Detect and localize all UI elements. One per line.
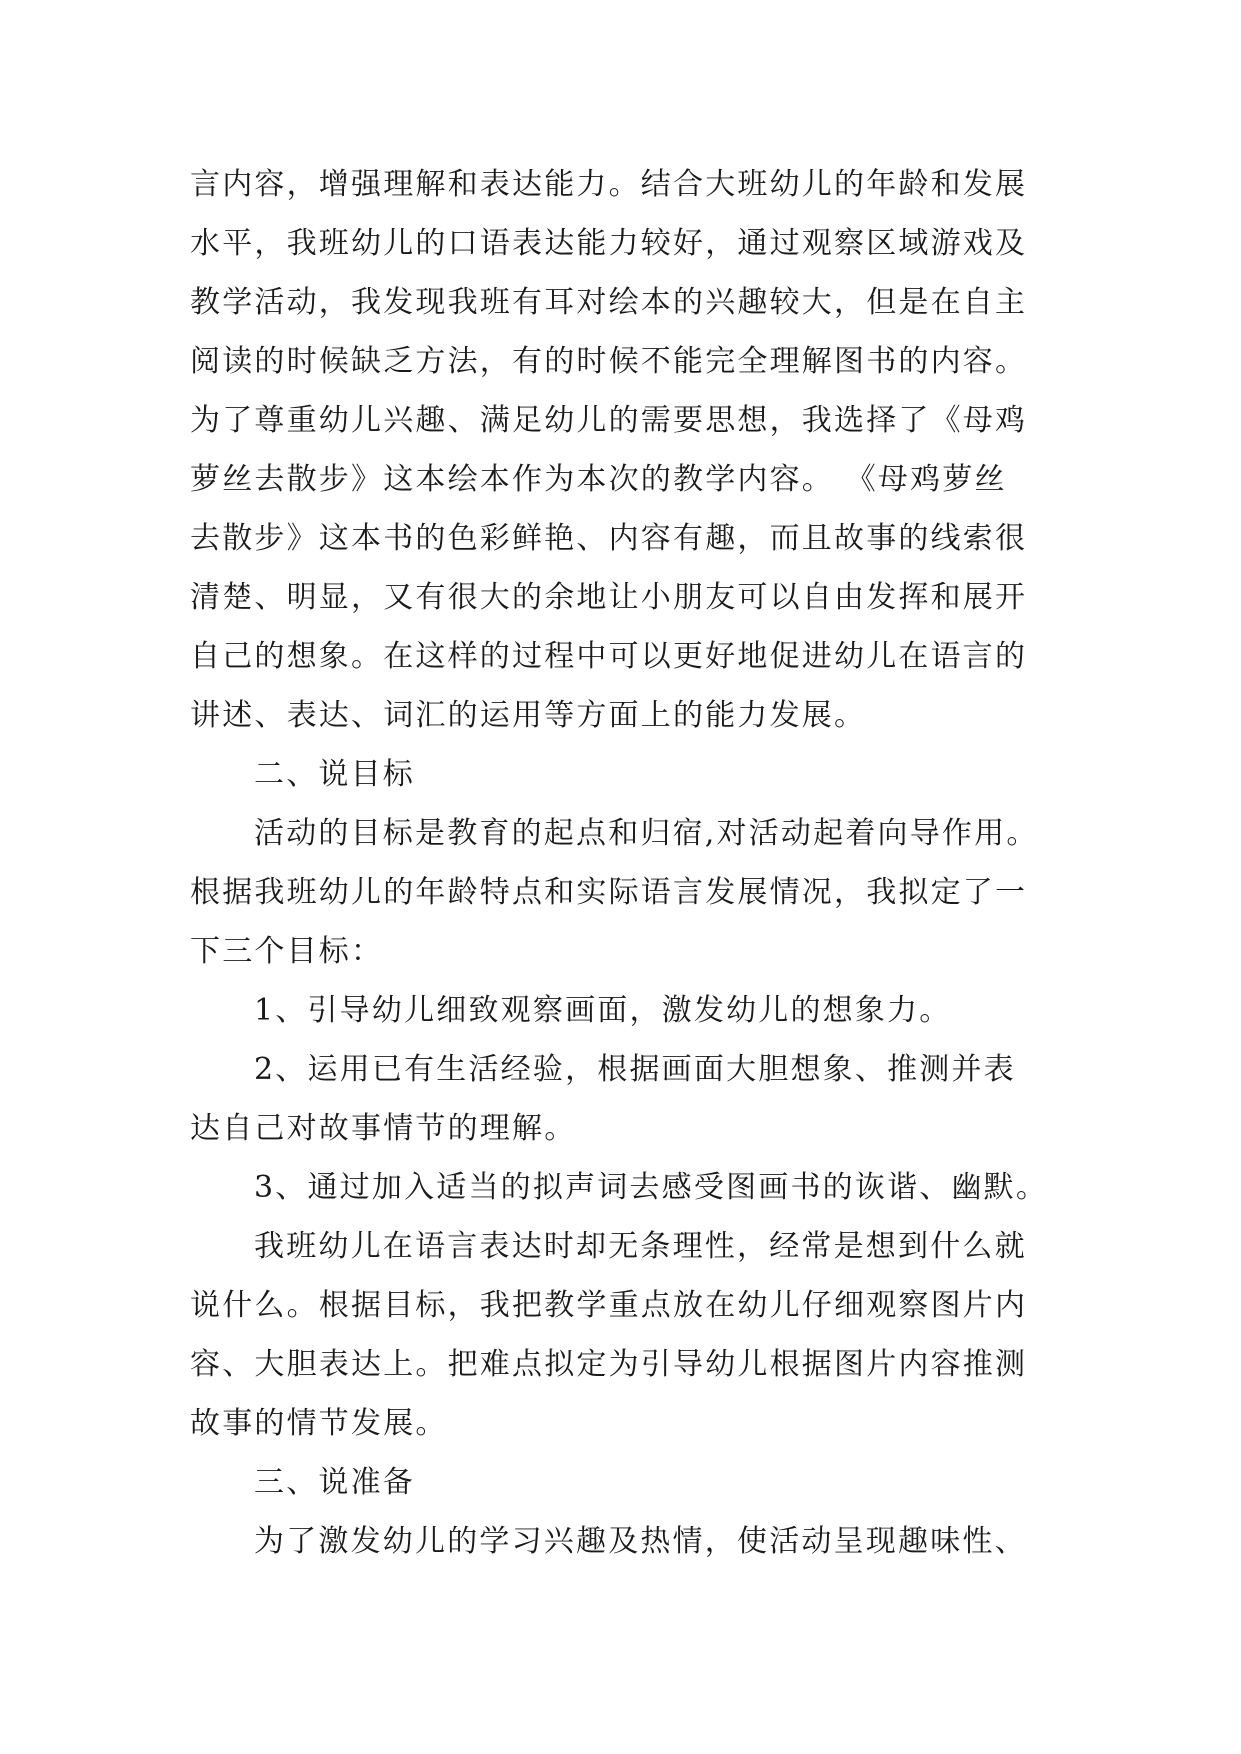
- text-line: 言内容，增强理解和表达能力。结合大班幼儿的年龄和发展: [190, 167, 1028, 202]
- text-line: 根据我班幼儿的年龄特点和实际语言发展情况，我拟定了一: [190, 875, 1028, 910]
- text-line: 讲述、表达、词汇的运用等方面上的能力发展。: [190, 698, 867, 733]
- text-line: 萝丝去散步》这本绘本作为本次的教学内容。 《母鸡萝丝: [190, 462, 1007, 497]
- text-line: 为了尊重幼儿兴趣、满足幼儿的需要思想，我选择了《母鸡: [190, 403, 1028, 438]
- text-line: 活动的目标是教育的起点和归宿,对活动起着向导作用。: [254, 816, 1039, 851]
- text-line: 1、引导幼儿细致观察画面，激发幼儿的想象力。: [254, 993, 952, 1028]
- text-line: 阅读的时候缺乏方法，有的时候不能完全理解图书的内容。: [190, 344, 1028, 379]
- text-line: 为了激发幼儿的学习兴趣及热情，使活动呈现趣味性、: [254, 1524, 1027, 1559]
- text-line: 自己的想象。在这样的过程中可以更好地促进幼儿在语言的: [190, 639, 1028, 674]
- text-line: 容、大胆表达上。把难点拟定为引导幼儿根据图片内容推测: [190, 1347, 1028, 1382]
- text-line: 二、说目标: [254, 757, 415, 792]
- text-line: 清楚、明显，又有很大的余地让小朋友可以自由发挥和展开: [190, 580, 1028, 615]
- document-body: [190, 155, 1050, 1571]
- text-line: 水平，我班幼儿的口语表达能力较好，通过观察区域游戏及: [190, 226, 1028, 261]
- text-line: 3、通过加入适当的拟声词去感受图画书的诙谐、幽默。: [254, 1170, 1049, 1205]
- text-line: 达自己对故事情节的理解。: [190, 1111, 577, 1146]
- text-line: 教学活动，我发现我班有耳对绘本的兴趣较大，但是在自主: [190, 285, 1028, 320]
- text-line: 下三个目标：: [190, 934, 384, 969]
- text-line: 三、说准备: [254, 1465, 415, 1500]
- text-line: 我班幼儿在语言表达时却无条理性，经常是想到什么就: [254, 1229, 1027, 1264]
- text-line: 说什么。根据目标，我把教学重点放在幼儿仔细观察图片内: [190, 1288, 1028, 1323]
- text-line: 故事的情节发展。: [190, 1406, 448, 1441]
- text-line: 去散步》这本书的色彩鲜艳、内容有趣，而且故事的线索很: [190, 521, 1028, 556]
- text-line: 2、运用已有生活经验，根据画面大胆想象、推测并表: [254, 1052, 1016, 1087]
